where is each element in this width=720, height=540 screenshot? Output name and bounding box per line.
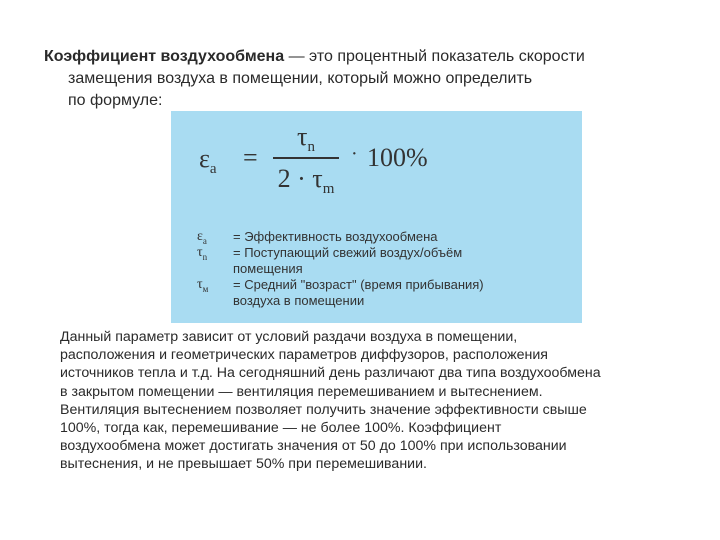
formula-lhs bbox=[199, 144, 217, 178]
tau-symbol: τ bbox=[297, 122, 308, 151]
body-line: Вентиляция вытеснением позволяет получить значение эффективности свыше bbox=[60, 401, 587, 418]
legend-row bbox=[197, 245, 577, 277]
legend-text: = Поступающий свежий воздух/объём bbox=[233, 245, 463, 260]
body-line: источников тепла и т.д. На сегодняшний день различают два типа воздухообмена bbox=[60, 365, 601, 382]
body-line: 100%, тогда как, перемешивание — не более 100%. Коэффициент bbox=[60, 420, 502, 437]
body-line: Данный параметр зависит от условий раздачи воздуха в помещении, bbox=[60, 329, 518, 345]
formula-percent: 100% bbox=[367, 143, 428, 172]
formula-legend bbox=[197, 229, 577, 309]
tau-n-subscript: n bbox=[307, 139, 315, 156]
formula bbox=[171, 111, 582, 223]
legend-symbol-sub: a bbox=[202, 235, 207, 246]
legend-text: = Эффективность воздухообмена bbox=[233, 229, 438, 244]
intro-line-1 bbox=[44, 48, 585, 65]
intro-line-1-rest: — это процентный показатель скорости bbox=[284, 48, 585, 65]
body-line: расположения и геометрических параметров диффузоров, расположения bbox=[60, 347, 548, 364]
body-line: вытеснения, и не превышает 50% при перемешивании. bbox=[60, 456, 427, 473]
tau-m-subscript: m bbox=[322, 181, 335, 198]
formula-image bbox=[171, 111, 582, 323]
body-paragraph bbox=[60, 328, 680, 474]
legend-symbol-char: τ bbox=[197, 245, 203, 260]
formula-fraction bbox=[271, 117, 341, 199]
fraction-denominator bbox=[271, 159, 341, 199]
intro-line-2: замещения воздуха в помещении, который можно определить bbox=[68, 70, 533, 87]
legend-symbol-sub: м bbox=[202, 283, 209, 294]
legend-row bbox=[197, 277, 577, 309]
body-line: в закрытом помещении — вентиляция перемешиванием и вытеснением. bbox=[60, 383, 543, 400]
legend-text-continued: помещения bbox=[233, 261, 303, 276]
legend-row bbox=[197, 229, 577, 245]
legend-text-continued: воздуха в помещении bbox=[233, 293, 365, 308]
fraction-numerator bbox=[271, 117, 341, 157]
intro-line-3: по формуле: bbox=[68, 92, 163, 109]
term-title: Коэффициент воздухообмена bbox=[44, 48, 285, 65]
legend-text: = Средний "возраст" (время прибывания) bbox=[233, 277, 484, 292]
formula-equals: = bbox=[243, 143, 258, 172]
legend-symbol bbox=[197, 277, 208, 297]
epsilon-symbol: ε bbox=[199, 144, 210, 173]
body-line: воздухообмена может достигать значения от 50 до 100% при использовании bbox=[60, 438, 567, 455]
legend-symbol-char: τ bbox=[197, 277, 203, 292]
epsilon-subscript: a bbox=[209, 161, 217, 178]
legend-symbol bbox=[197, 245, 207, 265]
denominator-text: 2 · τ bbox=[277, 164, 323, 193]
intro-paragraph bbox=[44, 46, 684, 112]
legend-symbol-char: ε bbox=[197, 229, 203, 244]
legend-symbol-sub: n bbox=[202, 251, 208, 262]
formula-multiply: · bbox=[351, 143, 358, 165]
